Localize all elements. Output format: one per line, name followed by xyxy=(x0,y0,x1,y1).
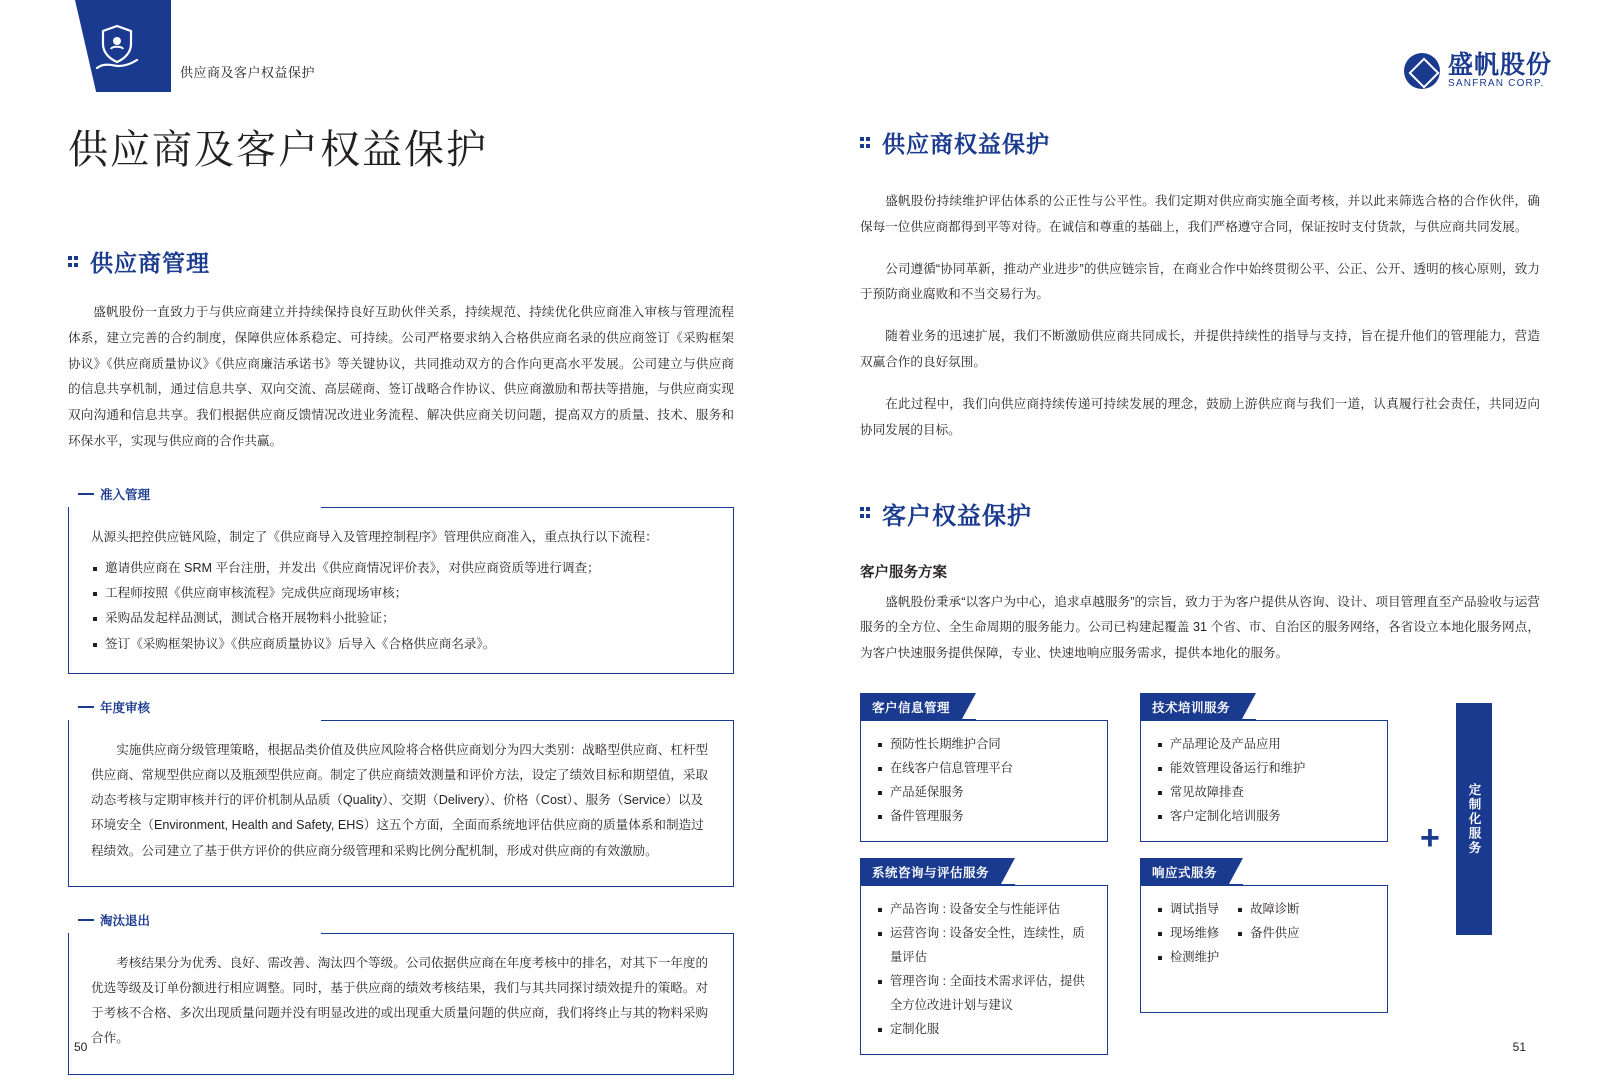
list-item: 产品咨询 : 设备安全与性能评估 xyxy=(877,898,1093,922)
card-responsive-service xyxy=(1140,858,1388,1055)
block-box-elimination-exit xyxy=(68,933,734,1075)
list-item: 调试指导 xyxy=(1157,898,1219,922)
supplier-rights-paragraph: 在此过程中，我们向供应商持续传递可持续发展的理念，鼓励上游供应商与我们一道，认真履行社会责任，共同迈向协同发展的目标。 xyxy=(860,396,1540,437)
section-heading-text: 供应商权益保护 xyxy=(882,131,1050,157)
block-label-annual-review xyxy=(78,698,734,716)
list-item: 客户定制化培训服务 xyxy=(1157,805,1373,829)
supplier-management-intro: 盛帆股份一直致力于与供应商建立并持续保持良好互助伙伴关系，持续规范、持续优化供应商准入审核与管理流程体系，建立完善的合约制度，保障供应体系稳定、可持续。公司严格要求纳入合格供应商名录的供应商签订《采购框架协议》《供应商质量协议》《供应商廉洁承诺书》等关键协议，共同推动双方的合作向更高水平发展。公司建立与供应商的信息共享机制，通过信息共享、双向交流、高层磋商、签订战略合作协议、供应商激励和帮扶等措施，与供应商实现双向沟通和信息共享。我们根据供应商反馈情况改进业务流程、解决供应商关切问题，提高双方的质量、技术、服务和环保水平，实现与供应商的合作共赢。 xyxy=(68,305,734,449)
supplier-rights-paragraph: 盛帆股份持续维护评估体系的公正性与公平性。我们定期对供应商实施全面考核，并以此来筛选合格的合作伙伴，确保每一位供应商都得到平等对待。在诚信和尊重的基础上，我们严格遵守合同，保证按时支付货款，与供应商共同发展。 xyxy=(860,194,1540,234)
page-number-left: 50 xyxy=(74,1040,88,1054)
list-item: 备件供应 xyxy=(1237,922,1299,946)
service-cards-grid xyxy=(860,693,1540,1055)
page-number-right: 51 xyxy=(1512,1040,1526,1054)
card-title: 客户信息管理 xyxy=(860,693,976,721)
header-tab xyxy=(75,0,171,92)
block-lead: 从源头把控供应链风险，制定了《供应商导入及管理控制程序》管理供应商准入，重点执行以下流程： xyxy=(91,529,658,544)
block-lead: 实施供应商分级管理策略，根据品类价值及供应风险将合格供应商划分为四大类别：战略型供应商、杠杆型供应商、常规型供应商以及瓶颈型供应商。制定了供应商绩效测量和评价方法，设定了绩效目标和期望值，采取动态考核与定期审核并行的评价机制从品质（Quality）、交期（Delivery）、价格（Cost）、服务（Service）以及环境安全（Environment, Health and Safety, EHS）这五个方面，全面而系统地评估供应商的质量体系和制造过程绩效。公司建立了基于供方评价的供应商分级管理和采购比例分配机制，形成对供应商的有效激励。 xyxy=(91,742,709,858)
block-label-access-management xyxy=(78,485,734,503)
customer-service-paragraph: 盛帆股份秉承“以客户为中心，追求卓越服务”的宗旨，致力于为客户提供从咨询、设计、项目管理直至产品验收与运营服务的全方位、全生命周期的服务能力。公司已构建起覆盖 31 个省、市、自治区的服务网络，各省设立本地化服务网点，为客户快速服务提供保障，专业、快速地响应服务需求，提供本地化的服务。 xyxy=(860,594,1540,661)
company-logo xyxy=(1404,52,1552,89)
header-tab-label: 供应商及客户权益保护 xyxy=(180,65,316,80)
block-box-annual-review xyxy=(68,720,734,887)
square-dots-icon xyxy=(68,255,80,269)
list-item: 产品延保服务 xyxy=(877,781,1093,805)
card-customer-info-management xyxy=(860,693,1108,842)
block-label-elimination-exit xyxy=(78,911,734,929)
block-label-text: 淘汰退出 xyxy=(100,913,151,928)
card-body xyxy=(860,720,1108,842)
block-label-text: 准入管理 xyxy=(100,487,151,502)
card-title: 响应式服务 xyxy=(1140,858,1243,886)
list-item: 签订《采购框架协议》《供应商质量协议》后导入《合格供应商名录》。 xyxy=(91,632,711,657)
list-item: 管理咨询 : 全面技术需求评估，提供全方位改进计划与建议 xyxy=(877,970,1093,1018)
block-bullets xyxy=(91,556,711,657)
list-item: 运营咨询 : 设备安全性，连续性，质量评估 xyxy=(877,922,1093,970)
logo-text-en: SANFRAN CORP. xyxy=(1447,78,1545,90)
list-item: 在线客户信息管理平台 xyxy=(877,757,1093,781)
list-item: 邀请供应商在 SRM 平台注册，并发出《供应商情况评价表》，对供应商资质等进行调查； xyxy=(91,556,711,581)
list-item: 常见故障排查 xyxy=(1157,781,1373,805)
vertical-banner-customization: 定制化服务 xyxy=(1456,703,1492,935)
page-title: 供应商及客户权益保护 xyxy=(68,128,488,172)
subsection-heading-service-plan: 客户服务方案 xyxy=(860,564,947,581)
list-item: 备件管理服务 xyxy=(877,805,1093,829)
list-item: 采购品发起样品测试，测试合格开展物料小批验证； xyxy=(91,606,711,631)
list-item: 工程师按照《供应商审核流程》完成供应商现场审核； xyxy=(91,581,711,606)
list-item: 检测维护 xyxy=(1157,946,1219,970)
card-body xyxy=(1140,720,1388,842)
block-lead: 考核结果分为优秀、良好、需改善、淘汰四个等级。公司依据供应商在年度考核中的排名，对其下一年度的优选等级及订单份额进行相应调整。同时，基于供应商的绩效考核结果，我们与其共同探讨绩效提升的策略。对于考核不合格、多次出现质量问题并没有明显改进的或出现重大质量问题的供应商，我们将终止与其的物料采购合作。 xyxy=(91,955,709,1046)
section-heading-supplier-rights xyxy=(860,126,1540,159)
section-heading-customer-rights xyxy=(860,496,1540,531)
block-label-text: 年度审核 xyxy=(100,700,151,715)
supplier-rights-paragraph: 公司遵循“协同革新，推动产业进步”的供应链宗旨，在商业合作中始终贯彻公平、公正、公开、透明的核心原则，致力于预防商业腐败和不当交易行为。 xyxy=(860,261,1540,302)
dash-icon xyxy=(78,706,94,708)
list-item: 能效管理设备运行和维护 xyxy=(1157,757,1373,781)
card-body xyxy=(860,885,1108,1055)
block-box-access-management xyxy=(68,507,734,674)
square-dots-icon xyxy=(860,506,872,520)
square-dots-icon xyxy=(860,136,872,150)
list-item: 定制化服 xyxy=(877,1018,1093,1042)
section-heading-text: 客户权益保护 xyxy=(882,502,1032,530)
hand-shield-icon xyxy=(91,22,143,74)
dash-icon xyxy=(78,493,94,495)
logo-text-cn: 盛帆股份 xyxy=(1447,51,1552,79)
list-item: 故障诊断 xyxy=(1237,898,1299,922)
card-system-consulting xyxy=(860,858,1108,1055)
supplier-rights-paragraph: 随着业务的迅速扩展，我们不断激励供应商共同成长，并提供持续性的指导与支持，旨在提升他们的管理能力，营造双赢合作的良好氛围。 xyxy=(860,329,1540,370)
card-title: 系统咨询与评估服务 xyxy=(860,858,1015,886)
card-technical-training xyxy=(1140,693,1388,842)
right-page xyxy=(800,0,1600,1082)
section-heading-text: 供应商管理 xyxy=(90,250,210,276)
card-title: 技术培训服务 xyxy=(1140,693,1256,721)
dash-icon xyxy=(78,919,94,921)
list-item: 产品理论及产品应用 xyxy=(1157,733,1373,757)
logo-mark-icon xyxy=(1404,53,1440,89)
section-heading-supplier-management xyxy=(68,245,734,278)
card-body xyxy=(1140,885,1388,1013)
list-item: 现场维修 xyxy=(1157,922,1219,946)
list-item: 预防性长期维护合同 xyxy=(877,733,1093,757)
plus-sign: + xyxy=(1420,818,1440,857)
